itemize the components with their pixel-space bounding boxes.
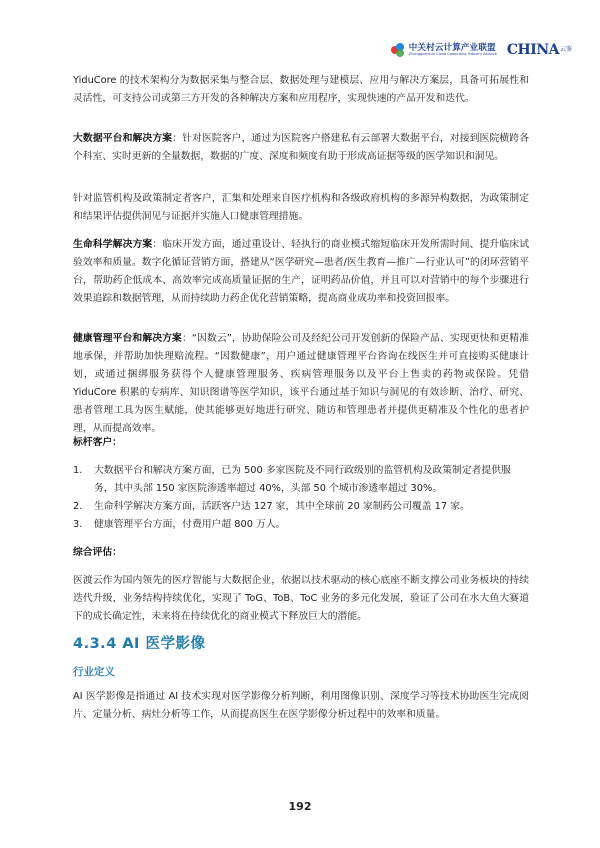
page-number: 192: [288, 800, 312, 813]
intro-paragraph: [73, 72, 529, 108]
evaluation-section: [73, 572, 529, 626]
section-definition: [73, 688, 529, 724]
intro-text: YiduCore 的技术架构分为数据采集与整合层、数据处理与建模层、应用与解决方案层，具备可拓展性和灵活性，可支持公司或第三方开发的各种解决方案和应用程序，实现快速的产品开发和迭代。: [73, 75, 529, 104]
evaluation-title: [73, 544, 529, 562]
list-number: 2.: [73, 501, 83, 512]
health-section: [73, 330, 529, 438]
list-item: [73, 516, 529, 534]
life-science-text: ：临床开发方面，通过重设计、轻执行的商业模式缩短临床开发所需时间、提升临床试验效率和质量。数字化循证营销方面，搭建从“医学研究—患者/医生教育—推广—行业认可”的闭环营销平台，帮助药企低成本、高效率完成高质量证据的生产，证明药品价值，并且可以对营销中的每个步骤进行效果追踪和数据管理，从而持续助力药企优化营销策略，提高商业成功率和投资回报率。: [73, 239, 530, 304]
evaluation-text: 医渡云作为国内领先的医疗智能与大数据企业，依据以技术驱动的核心底座不断支撑公司业务板块的持续迭代升级，业务结构持续优化，实现了 ToG、ToB、ToC 业务的多元化发展，验证了公司在水大鱼大赛道下的成长确定性，未来将在持续优化的商业模式下释放巨大的潜能。: [73, 575, 529, 622]
health-text: ：“因数云”，协助保险公司及经纪公司开发创新的保险产品、实现更快和更精准地承保，并帮助加快理赔流程。“因数健康”，用户通过健康管理平台咨询在线医生并可直接购买健康计划，或通过捆绑服务获得个人健康管理服务、疾病管理服务以及平台上售卖的药物或保险。凭借 YiduCore 积累的专病库、知识图谱等医学知识，该平台通过基于知识与洞见的有效诊断、治疗、研究、患者管理工具为医生赋能，使其能够更好地进行研究、随访和管理患者并提供更精准及个性化的患者护理，从而提高效率。: [73, 333, 530, 434]
alliance-logo-en: Zhongguancun Cloud Computing Industry Alliance: [408, 52, 497, 56]
big-data-section: [73, 130, 529, 166]
alliance-logo: [391, 43, 497, 57]
list-number: 3.: [73, 519, 83, 530]
health-paragraph: [73, 330, 529, 438]
section-subtitle: 行业定义: [73, 666, 115, 678]
benchmark-title: [73, 434, 529, 452]
alliance-logo-icon: [391, 43, 405, 57]
big-data-text: ：针对医院客户，通过为医院客户搭建私有云部署大数据平台，对接到医院横跨各个科室、实时更新的全量数据，数据的广度、深度和频度有助于形成高证据等级的医学知识和洞见。: [73, 133, 529, 162]
china-logo-text: CHINA: [506, 42, 559, 58]
benchmark-title-text: 标杆客户：: [73, 437, 122, 448]
alliance-logo-name: 中关村云计算产业联盟: [408, 42, 496, 53]
list-text: 大数据平台和解决方案方面，已为 500 多家医院及不同行政级别的监管机构及政策制定者提供服务，其中头部 150 家医院渗透率超过 40%，头部 50 个城市渗透率超过 30%。: [94, 465, 511, 494]
section-text: AI 医学影像是指通过 AI 技术实现对医学影像分析判断，利用图像识别、深度学习等技术协助医生完成阅片、定量分析、病灶分析等工作，从而提高医生在医学影像分析过程中的效率和质量。: [73, 691, 529, 720]
life-science-section: [73, 236, 529, 308]
big-data-label: 大数据平台和解决方案: [73, 133, 173, 144]
list-text: 健康管理平台方面，付费用户超 800 万人。: [94, 519, 286, 530]
list-text: 生命科学解决方案方面，活跃客户达 127 家，其中全球前 20 家制药公司覆盖 17 家。: [94, 501, 470, 512]
life-science-label: 生命科学解决方案: [73, 239, 153, 250]
page-header: [391, 42, 572, 58]
life-science-paragraph: [73, 236, 529, 308]
list-item: [73, 462, 529, 498]
section-title: 4.3.4 AI 医学影像: [73, 636, 206, 652]
evaluation-title-text: 综合评估：: [73, 547, 122, 558]
big-data-text-2: 针对监管机构及政策制定者客户，汇集和处理来自医疗机构和各级政府机构的多源异构数据，为政策制定和结果评估提供洞见与证据并实施人口健康管理措施。: [73, 193, 529, 222]
list-item: [73, 498, 529, 516]
list-number: 1.: [73, 465, 83, 476]
big-data-paragraph: [73, 130, 529, 166]
big-data-section-2: [73, 190, 529, 226]
china-logo-sub: 云鉴: [559, 46, 572, 53]
health-label: 健康管理平台和解决方案: [73, 333, 182, 344]
china-logo: [507, 42, 572, 58]
